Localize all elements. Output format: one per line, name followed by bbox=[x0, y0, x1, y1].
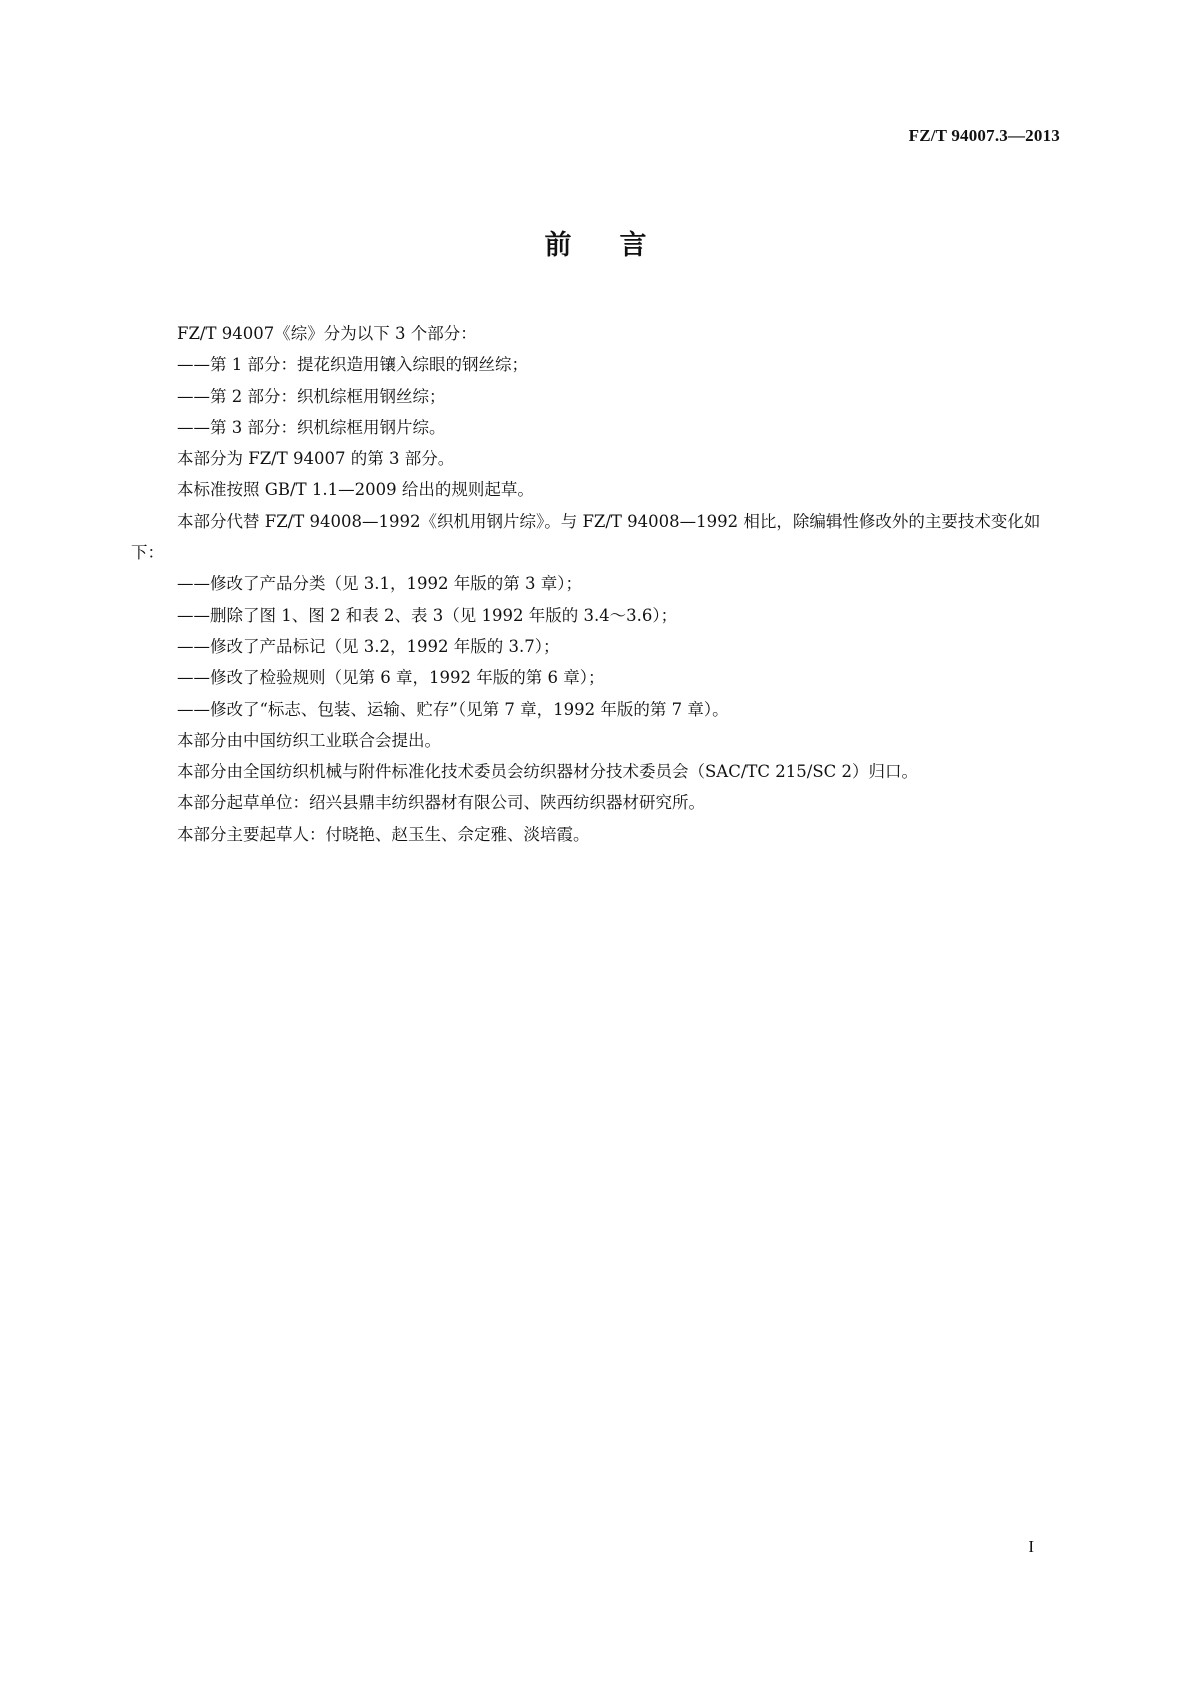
list-item-change-5: ——修改了“标志、包装、运输、贮存”（见第 7 章，1992 年版的第 7 章）。 bbox=[177, 699, 729, 719]
paragraph-drafting-units: 本部分起草单位：绍兴县鼎丰纺织器材有限公司、陕西纺织器材研究所。 bbox=[177, 793, 705, 813]
paragraph-proposed-by: 本部分由中国纺织工业联合会提出。 bbox=[177, 730, 441, 750]
foreword-body bbox=[131, 318, 1060, 850]
paragraph-centralized-by: 本部分由全国纺织机械与附件标准化技术委员会纺织器材分技术委员会（SAC/TC 215/SC 2）归口。 bbox=[177, 762, 919, 782]
list-item-part-2: ——第 2 部分：织机综框用钢丝综； bbox=[177, 386, 446, 406]
list-item-change-2: ——删除了图 1、图 2 和表 2、表 3（见 1992 年版的 3.4～3.6）； bbox=[177, 605, 678, 625]
list-item-change-3: ——修改了产品标记（见 3.2，1992 年版的 3.7）； bbox=[177, 636, 560, 656]
paragraph-parts-intro: FZ/T 94007《综》分为以下 3 个部分： bbox=[177, 324, 477, 343]
list-item-part-1: ——第 1 部分：提花织造用镶入综眼的钢丝综； bbox=[177, 355, 528, 375]
paragraph-replacement: 本部分代替 FZ/T 94008—1992《织机用钢片综》。与 FZ/T 94008—1992 相比，除编辑性修改外的主要技术变化如下： bbox=[131, 511, 1041, 563]
page-title: 前言 bbox=[544, 230, 695, 261]
paragraph-drafting-rules: 本标准按照 GB/T 1.1—2009 给出的规则起草。 bbox=[177, 480, 534, 500]
paragraph-drafters: 本部分主要起草人：付晓艳、赵玉生、佘定雅、淡培霞。 bbox=[177, 824, 590, 844]
list-item-change-1: ——修改了产品分类（见 3.1，1992 年版的第 3 章）； bbox=[177, 574, 582, 594]
list-item-part-3: ——第 3 部分：织机综框用钢片综。 bbox=[177, 417, 446, 437]
standard-number: FZ/T 94007.3—2013 bbox=[908, 126, 1060, 145]
page-number: I bbox=[1028, 1537, 1034, 1556]
paragraph-this-part: 本部分为 FZ/T 94007 的第 3 部分。 bbox=[177, 449, 455, 469]
list-item-change-4: ——修改了检验规则（见第 6 章，1992 年版的第 6 章）； bbox=[177, 668, 605, 688]
